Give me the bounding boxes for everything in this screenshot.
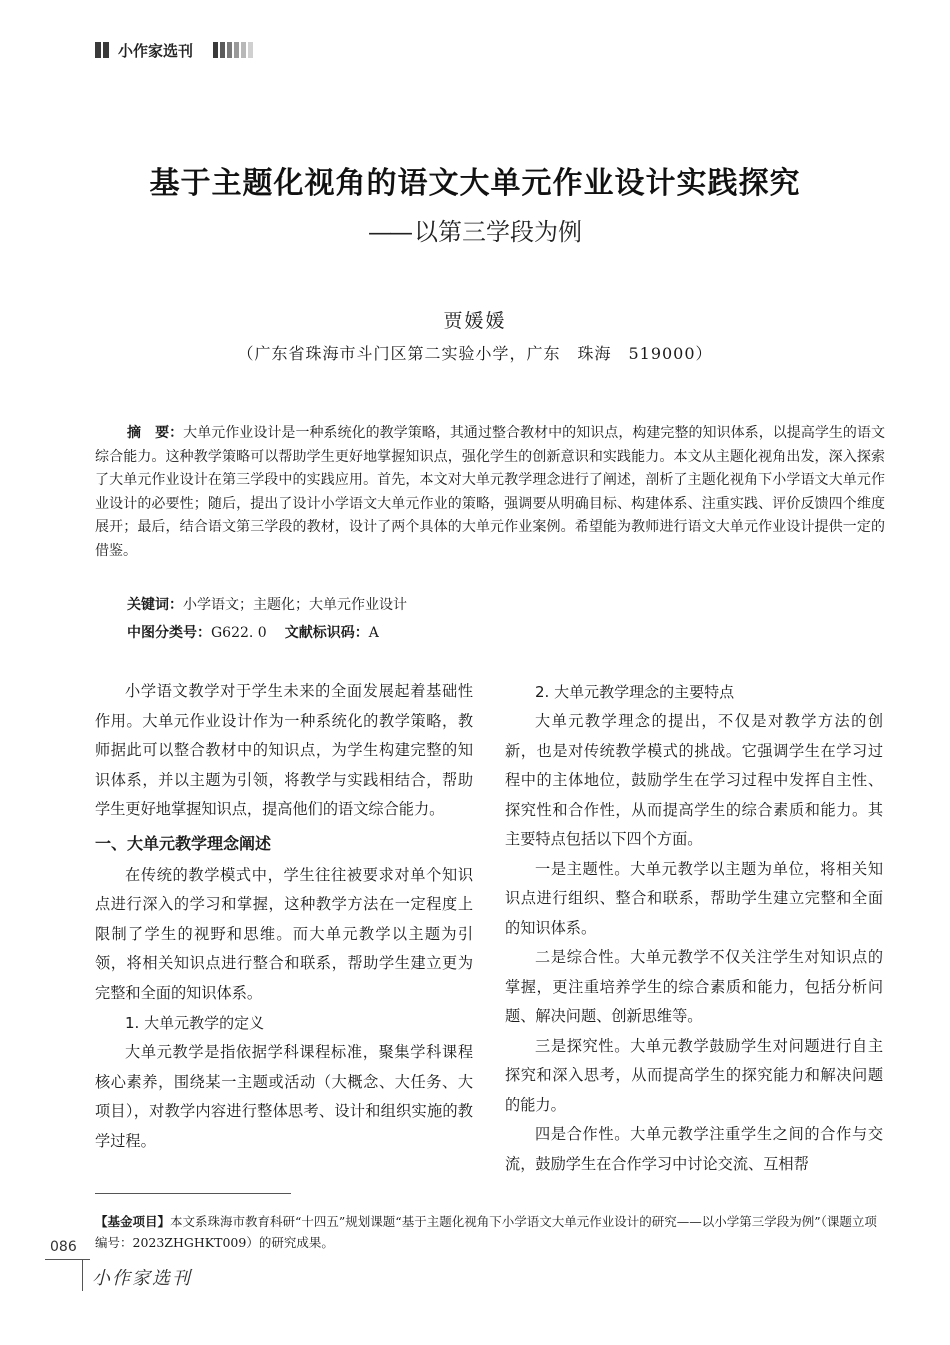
keywords-text: 小学语文；主题化；大单元作业设计 [183, 597, 407, 613]
header-bars-left-icon [95, 42, 111, 60]
keywords [127, 594, 407, 614]
left-column [95, 677, 473, 1156]
feature-cooperation-paragraph: 四是合作性。大单元教学注重学生之间的合作与交流，鼓励学生在合作学习中讨论交流、互相帮 [505, 1125, 883, 1173]
subtitle-dash: —— [368, 218, 410, 246]
journal-header: 小作家选刊 [118, 42, 194, 60]
subtitle-text: 以第三学段为例 [414, 218, 582, 246]
intro-paragraph: 小学语文教学对于学生未来的全面发展起着基础性作用。大单元作业设计作为一种系统化的教学策略，教师据此可以整合教材中的知识点，为学生构建完整的知识体系，并以主题为引领，将教学与实践相结合，帮助学生更好地掌握知识点，提高他们的语文综合能力。 [95, 682, 473, 818]
classification [127, 622, 379, 642]
footnote [95, 1211, 885, 1253]
clc-label: 中图分类号： [127, 625, 211, 641]
subsection-heading-1: 1. 大单元教学的定义 [125, 1014, 265, 1032]
feature-theme-paragraph: 一是主题性。大单元教学以主题为单位，将相关知识点进行组织、整合和联系，帮助学生建立完整和全面的知识体系。 [505, 859, 883, 937]
feature-comprehensive-paragraph: 二是综合性。大单元教学不仅关注学生对知识点的掌握，更注重培养学生的综合素质和能力，包括分析问题、解决问题、创新思维等。 [505, 948, 883, 1025]
affiliation: （广东省珠海市斗门区第二实验小学，广东 珠海 519000） [237, 344, 713, 363]
features-intro-paragraph: 大单元教学理念的提出，不仅是对教学方法的创新，也是对传统教学模式的挑战。它强调学生在学习过程中的主体地位，鼓励学生在学习过程中发挥自主性、探究性和合作性，从而提高学生的综合素质和能力。其主要特点包括以下四个方面。 [505, 712, 883, 848]
article-subtitle [0, 212, 950, 247]
abstract [95, 422, 885, 563]
page-number: 086 [50, 1239, 77, 1255]
page-number-vertical-rule [82, 1259, 83, 1291]
subsection-heading-2: 2. 大单元教学理念的主要特点 [535, 683, 735, 701]
section-heading-1: 一、大单元教学理念阐述 [95, 833, 272, 853]
right-column [505, 677, 883, 1179]
clc-value: G622. 0 [211, 625, 267, 641]
feature-inquiry-paragraph: 三是探究性。大单元教学鼓励学生对问题进行自主探究和深入思考，从而提高学生的探究能力和解决问题的能力。 [505, 1036, 883, 1114]
definition-paragraph: 大单元教学是指依据学科课程标准，聚集学科课程核心素养，围绕某一主题或活动（大概念、大任务、大项目），对教学内容进行整体思考、设计和组织实施的教学过程。 [95, 1043, 473, 1150]
footnote-label: 【基金项目】 [95, 1214, 171, 1229]
keywords-label: 关键词： [127, 597, 183, 613]
section1-paragraph: 在传统的教学模式中，学生往往被要求对单个知识点进行深入的学习和掌握，这种教学方法在一定程度上限制了学生的视野和思维。而大单元教学以主题为引领，将相关知识点进行整合和联系，帮助学生建立更为完整和全面的知识体系。 [95, 865, 473, 1002]
doc-code-label: 文献标识码： [284, 625, 369, 641]
abstract-text: 大单元作业设计是一种系统化的教学策略，其通过整合教材中的知识点，构建完整的知识体系，以提高学生的语文综合能力。这种教学策略可以帮助学生更好地掌握知识点，强化学生的创新意识和实践能力。本文从主题化视角出发，深入探索了大单元作业设计在第三学段中的实践应用。首先，本文对大单元教学理念进行了阐述，剖析了主题化视角下小学语文大单元作业设计的必要性；随后，提出了设计小学语文大单元作业的策略，强调要从明确目标、构建体系、注重实践、评价反馈四个维度展开；最后，结合语文第三学段的教材，设计了两个具体的大单元作业案例。希望能为教师进行语文大单元作业设计提供一定的借鉴。 [95, 425, 886, 559]
abstract-label: 摘 要： [127, 425, 184, 441]
page-number-rule [45, 1259, 90, 1260]
doc-code-value: A [368, 625, 379, 641]
author: 贾媛媛 [443, 310, 507, 332]
footnote-divider [95, 1193, 291, 1194]
article-title: 基于主题化视角的语文大单元作业设计实践探究 [149, 166, 801, 201]
footnote-text: 本文系珠海市教育科研“十四五”规划课题“基于主题化视角下小学语文大单元作业设计的研究——以小学第三学段为例”（课题立项编号：2023ZHGHKT009）的研究成果。 [95, 1214, 877, 1250]
footer-logo: 小作家选刊 [92, 1268, 192, 1289]
header-bars-right-icon [213, 42, 255, 62]
